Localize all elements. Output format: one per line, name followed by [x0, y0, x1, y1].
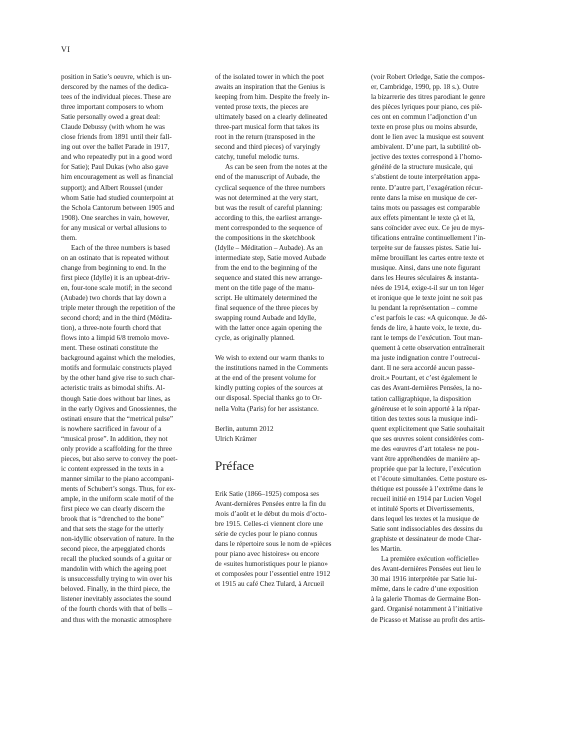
text-line: me des «œuvres d’art totales» ne pou-: [371, 444, 479, 453]
text-line: bre 1915. Celles-ci viennent clore une: [215, 519, 323, 528]
text-line: (Aubade) two chords that lay down a: [61, 294, 167, 303]
text-line: thétique est poussée à l’extrême dans le: [371, 484, 484, 493]
text-line: first piece we can clearly discern the: [61, 505, 165, 514]
text-line: sans coïncider avec eux. Ce jeu de mys-: [371, 223, 485, 232]
text-line: with the latter once again opening the: [215, 324, 322, 333]
text-line: quement à cette observation entraînerait: [371, 344, 485, 353]
text-line: listener inevitably associates the sound: [61, 595, 172, 604]
text-line: 1908). One searches in vain, however,: [61, 213, 170, 222]
text-line: acteristic traits as bimodal shifts. Al-: [61, 384, 166, 393]
text-line: second chord; and in the third (Médita-: [61, 314, 173, 323]
text-line: tees of the individual pieces. These are: [61, 93, 171, 102]
text-line: flows into a limpid 6/8 tremolo move-: [61, 334, 170, 343]
text-line: swapping round Aubade and Idylle,: [215, 314, 317, 323]
text-line: texte en prose plus ou moins absurde,: [371, 123, 478, 132]
text-line: first piece (Idylle) it is an upbeat-driv-: [61, 273, 170, 282]
text-line: 30 mai 1916 interprétée par Satie lui-: [371, 575, 477, 584]
text-line: dans les Heures séculaires & instanta-: [371, 273, 479, 282]
text-line: and who repeatedly put in a good word: [61, 153, 172, 162]
text-line: et l’écoute simultanées. Cette posture es-: [371, 474, 488, 483]
text-line: ma juste indignation contre l’outrecui-: [371, 354, 481, 363]
text-line: en, four-tone scale motif; in the second: [61, 283, 172, 292]
text-line: though Satie does without bar lines, as: [61, 394, 171, 403]
text-line: ambivalent. D’une part, la subtilité ob-: [371, 143, 482, 152]
text-line: whom Satie had studied counterpoint at: [61, 193, 174, 202]
text-line: him encouragement as well as financial: [61, 173, 174, 182]
text-line: Satie personally owed a great deal:: [61, 113, 161, 122]
text-line: des pièces lyriques pour piano, ces piè-: [371, 103, 483, 112]
text-line: gard. Organisé notamment à l’initiative: [371, 605, 483, 614]
text-line: rant le temps de l’exécution. Tout man-: [371, 334, 483, 343]
text-line: jective des textes correspond à l’homo-: [371, 153, 483, 162]
text-line: for Satie); Paul Dukas (who also gave: [61, 163, 169, 172]
text-line: recueil initié en 1914 par Lucien Vogel: [371, 494, 482, 503]
text-line: ment. These ostinati constitute the: [61, 344, 158, 353]
text-line: intermediate step, Satie moved Aubade: [215, 253, 326, 262]
text-line: généité de la structure musicale, qui: [371, 163, 474, 172]
text-line: manner similar to the piano accompani-: [61, 474, 174, 483]
text-line: second and third pieces) of varyingly: [215, 143, 321, 152]
french-column: [371, 72, 519, 625]
text-line: only provide a scaffolding for the three: [61, 444, 172, 453]
text-line: recall the plucked sounds of a guitar or: [61, 555, 172, 564]
text-line: our disposal. Special thanks go to Or-: [215, 394, 322, 403]
text-line: tifications entraîne continuellement l’in-: [371, 233, 486, 242]
text-line: brook that is “drenched to the bone”: [61, 515, 164, 524]
text-line: rente. D’autre part, l’exagération récur-: [371, 183, 483, 192]
text-line: ample, in the uniform scale motif of the: [61, 494, 174, 503]
text-line: dans lequel les textes et la musique de: [371, 515, 480, 524]
text-line: propriée que par la lecture, l’exécution: [371, 464, 481, 473]
text-line: graphiste et dessinateur de mode Char-: [371, 535, 482, 544]
text-line: triple meter through the repetition of the: [61, 304, 176, 313]
text-line: catchy, tuneful melodic turns.: [215, 153, 300, 162]
text-line: derscored by the names of the dedica-: [61, 83, 169, 92]
text-line: beloved. Finally, in the third piece, the: [61, 585, 171, 594]
text-line: c’est parfois le cas: «A quiconque. Je dé-: [371, 314, 488, 323]
text-line: in the early Ogives and Gnossiennes, the: [61, 404, 177, 413]
text-line: fends de lire, à haute voix, le texte, du-: [371, 324, 482, 333]
text-line: according to this, the earliest arrange-: [215, 213, 323, 222]
text-line: dant. Il ne sera accordé aucun passe-: [371, 364, 475, 373]
text-line: tains mots ou passages est comparable: [371, 203, 480, 212]
page-number: VI: [61, 45, 71, 54]
english-column-1: [61, 72, 211, 625]
text-line: position in Satie’s oeuvre, which is un-: [61, 73, 172, 81]
text-line: is nowhere sacrificed in favour of a: [61, 424, 162, 433]
text-line: them.: [61, 233, 77, 242]
text-line: sequence and stated this new arrange-: [215, 273, 323, 282]
text-line: rente dans la mise en musique de cer-: [371, 193, 478, 202]
text-line: close friends from 1891 until their fall-: [61, 133, 172, 142]
text-line: cas des Avant-dernières Pensées, la no-: [371, 384, 482, 393]
text-line: série de cycles pour le piano connus: [215, 529, 318, 538]
text-line: cycle, as originally planned.: [215, 334, 295, 343]
text-line: at the end of the present volume for: [215, 374, 317, 383]
text-line: As can be seen from the notes at the: [225, 163, 328, 172]
text-line: ces ont en commun l’adjonction d’un: [371, 113, 477, 122]
text-line: Ulrich Krämer: [215, 434, 257, 443]
text-line: Erik Satie (1866–1925) composa ses: [215, 489, 320, 498]
text-line: pieces, but also serve to convey the poet-: [61, 454, 178, 463]
text-line: généreuse et le soin apporté à la répar-: [371, 404, 481, 413]
text-line: nées de 1914, exige-t-il sur un ton léger: [371, 283, 484, 292]
text-line: la bizarrerie des titres parodiant le genre: [371, 93, 486, 102]
text-line: nella Volta (Paris) for her assistance.: [215, 404, 319, 413]
text-line: quent explicitement que Satie souhaitait: [371, 424, 485, 433]
text-line: ing out over the ballet Parade in 1917,: [61, 143, 170, 152]
text-line: background against which the melodies,: [61, 354, 176, 363]
text-line: the institutions named in the Comments: [215, 364, 328, 373]
text-line: support); and Albert Roussel (under: [61, 183, 163, 192]
text-line: de «suites humoristiques pour le piano»: [215, 559, 328, 568]
text-line: of the isolated tower in which the poet: [215, 73, 324, 81]
text-line: ostinati ensure that the “metrical pulse”: [61, 414, 174, 423]
text-line: vented prose texts, the pieces are: [215, 103, 309, 112]
text-line: ic content expressed in the texts in a: [61, 464, 164, 473]
text-line: des Avant-dernières Pensées eut lieu le: [371, 565, 481, 574]
text-line: de Picasso et Matisse au profit des artis-: [371, 615, 486, 624]
text-line: (voir Robert Orledge, Satie the compos-: [371, 73, 485, 81]
text-line: kindly putting copies of the sources at: [215, 384, 323, 393]
text-line: même brouillant les cartes entre texte et: [371, 253, 485, 262]
text-line: three-part musical form that takes its: [215, 123, 320, 132]
text-line: vant être appréhendées de manière ap-: [371, 454, 480, 463]
text-line: s’abstient de toute interprétation appa-: [371, 173, 481, 182]
text-line: mandolin with which the ageing poet: [61, 565, 167, 574]
text-line: tition des textes sous la musique indi-: [371, 414, 478, 423]
text-line: the compositions in the sketchbook: [215, 233, 316, 242]
text-line: non-idyllic observation of nature. In the: [61, 535, 175, 544]
text-line: is unsuccessfully trying to win over his: [61, 575, 173, 584]
text-line: et ironique que le texte joint ne soit pas: [371, 294, 483, 303]
english-column-2: [215, 72, 365, 589]
text-line: droit.» Pourtant, et c’est également le: [371, 374, 478, 383]
text-line: on an ostinato that is repeated without: [61, 253, 169, 262]
text-line: three important composers to whom: [61, 103, 164, 112]
text-line: terprète sur de fausses pistes. Satie lui-: [371, 243, 482, 252]
text-line: was not determined at the very start,: [215, 193, 319, 202]
text-line: les Martin.: [371, 545, 402, 554]
text-line: Each of the three numbers is based: [71, 243, 170, 252]
text-line: mois d’août et le début du mois d’octo-: [215, 509, 327, 518]
text-line: même, dans le cadre d’une exposition: [371, 585, 479, 594]
text-line: et intitulé Sports et Divertissements,: [371, 505, 475, 514]
text-line: ment corresponded to the sequence of: [215, 223, 323, 232]
text-line: Claude Debussy (with whom he was: [61, 123, 165, 132]
text-line: musique. Ainsi, dans une note figurant: [371, 263, 481, 272]
text-line: final sequence of the three pieces by: [215, 304, 319, 313]
text-line: (Idylle – Méditation – Aubade). As an: [215, 243, 323, 252]
text-line: from the end to the beginning of the: [215, 263, 318, 272]
text-line: à la galerie Thomas de Germaine Bon-: [371, 595, 481, 604]
text-line: second piece, the arpeggiated chords: [61, 545, 166, 554]
text-line: “musical prose”. In addition, they not: [61, 434, 168, 443]
text-line: awaits an inspiration that the Genius is: [215, 83, 325, 92]
text-line: the Schola Cantorum between 1905 and: [61, 203, 175, 212]
text-line: keeping from him. Despite the freely in-: [215, 93, 330, 102]
text-line: Satie sont indissociables des dessins du: [371, 525, 483, 534]
text-line: for any musical or verbal allusions to: [61, 223, 167, 232]
preface-heading: Préface: [215, 457, 254, 473]
text-line: and that sets the stage for the utterly: [61, 525, 164, 534]
text-line: dont le lien avec la musique est souvent: [371, 133, 484, 142]
text-line: by the other hand give rise to such char-: [61, 374, 175, 383]
text-line: We wish to extend our warm thanks to: [215, 354, 325, 363]
text-line: aux effets pimentant le texte çà et là,: [371, 213, 475, 222]
text-line: motifs and formulaic constructs played: [61, 364, 172, 373]
text-line: dans le répertoire sous le nom de «pièces: [215, 539, 332, 548]
text-line: end of the manuscript of Aubade, the: [215, 173, 320, 182]
text-line: que ses œuvres soient considérées com-: [371, 434, 484, 443]
text-line: et composées pour l’essentiel entre 1912: [215, 570, 331, 579]
text-line: of the fourth chords with that of bells –: [61, 605, 173, 614]
text-line: er, Cambridge, 1990, pp. 18 s.). Outre: [371, 83, 479, 92]
text-line: script. He ultimately determined the: [215, 294, 318, 303]
text-line: ultimately based on a clearly delineated: [215, 113, 328, 122]
text-line: pour piano avec histoires» ou encore: [215, 549, 320, 558]
text-line: and thus with the monastic atmosphere: [61, 615, 172, 624]
text-line: Avant-dernières Pensées entre la fin du: [215, 499, 326, 508]
text-line: ments of Schubert’s songs. Thus, for ex-: [61, 484, 176, 493]
text-line: tion), a three-note fourth chord that: [61, 324, 162, 333]
text-line: change from beginning to end. In the: [61, 263, 166, 272]
text-line: cyclical sequence of the three numbers: [215, 183, 326, 192]
text-line: La première exécution «officielle»: [381, 555, 480, 564]
text-line: ment on the title page of the manu-: [215, 283, 315, 292]
text-line: et 1915 au café Chez Tulard, à Arcueil: [215, 580, 325, 589]
text-line: but was the result of careful planning:: [215, 203, 323, 212]
text-line: root in the return (transposed in the: [215, 133, 316, 142]
text-line: tation calligraphique, la disposition: [371, 394, 472, 403]
text-line: lu pendant la représentation – comme: [371, 304, 478, 313]
text-line: Berlin, autumn 2012: [215, 424, 274, 433]
